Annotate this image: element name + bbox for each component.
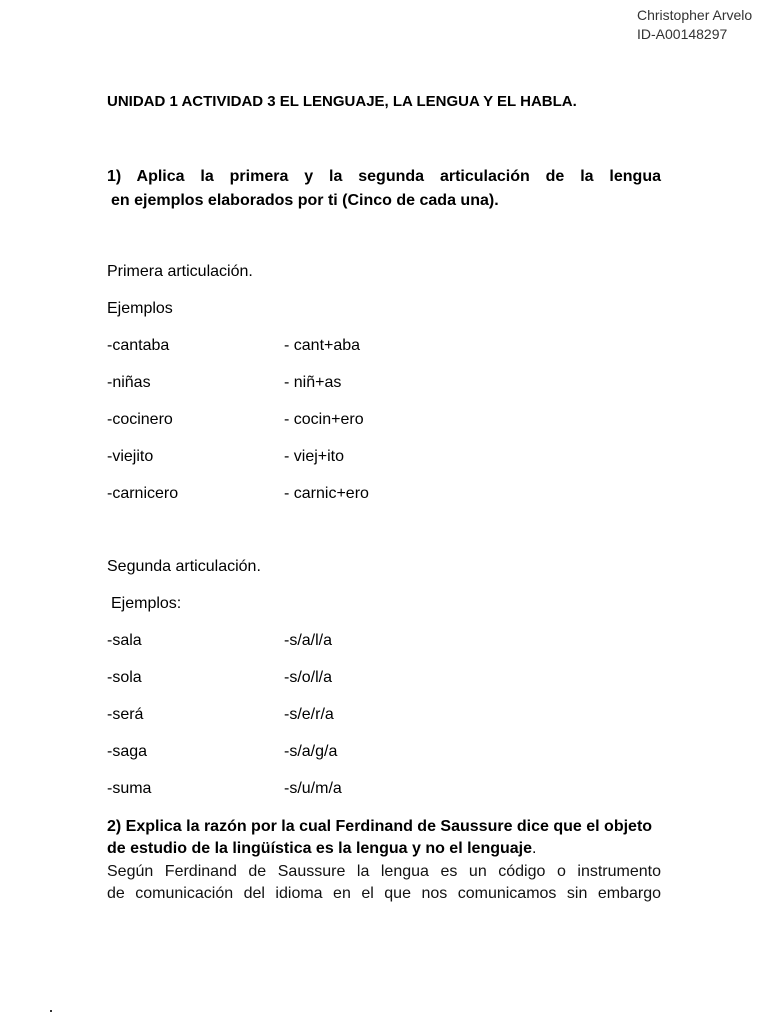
primera-split: - cant+aba	[284, 337, 361, 354]
stray-mark	[50, 1010, 52, 1012]
primera-split: - niñ+as	[284, 374, 342, 391]
question-1	[107, 165, 661, 213]
segunda-word: -suma	[107, 780, 152, 797]
document-title: UNIDAD 1 ACTIVIDAD 3 EL LENGUAJE, LA LENGUA Y EL HABLA.	[107, 93, 577, 110]
answer-2-line-1: Según Ferdinand de Saussure la lengua es un código o instrumento	[107, 863, 661, 880]
segunda-word: -será	[107, 706, 144, 723]
answer-2-line-2: de comunicación del idioma en el que nos comunicamos sin embargo	[107, 885, 661, 902]
author-header	[637, 6, 752, 44]
primera-split: - cocin+ero	[284, 411, 364, 428]
primera-word: -viejito	[107, 448, 154, 465]
segunda-split: -s/a/g/a	[284, 743, 338, 760]
segunda-split: -s/o/l/a	[284, 669, 333, 686]
question-1-line-1: 1) Aplica la primera y la segunda articulación de la lengua	[107, 168, 661, 185]
segunda-split: -s/a/l/a	[284, 632, 333, 649]
primera-heading: Primera articulación.	[107, 263, 253, 280]
primera-examples-label: Ejemplos	[107, 300, 173, 317]
student-id: ID-A00148297	[637, 26, 728, 42]
primera-word: -carnicero	[107, 485, 179, 502]
question-2	[107, 816, 661, 860]
segunda-word: -sola	[107, 669, 142, 686]
primera-split: - viej+ito	[284, 448, 345, 465]
segunda-word: -saga	[107, 743, 148, 760]
author-name: Christopher Arvelo	[637, 7, 753, 23]
segunda-split: -s/u/m/a	[284, 780, 342, 797]
segunda-split: -s/e/r/a	[284, 706, 334, 723]
segunda-heading: Segunda articulación.	[107, 558, 261, 575]
question-2-period: .	[532, 840, 537, 857]
segunda-word: -sala	[107, 632, 142, 649]
question-1-line-2: en ejemplos elaborados por ti (Cinco de cada una).	[111, 192, 499, 209]
primera-word: -cocinero	[107, 411, 173, 428]
primera-word: -niñas	[107, 374, 151, 391]
question-2-text: 2) Explica la razón por la cual Ferdinand de Saussure dice que el objeto de estudio de la lingüística es la lengua y no el lenguaje	[107, 818, 653, 857]
segunda-examples-label: Ejemplos:	[111, 595, 182, 612]
primera-split: - carnic+ero	[284, 485, 369, 502]
answer-2-paragraph	[107, 861, 661, 905]
primera-word: -cantaba	[107, 337, 170, 354]
